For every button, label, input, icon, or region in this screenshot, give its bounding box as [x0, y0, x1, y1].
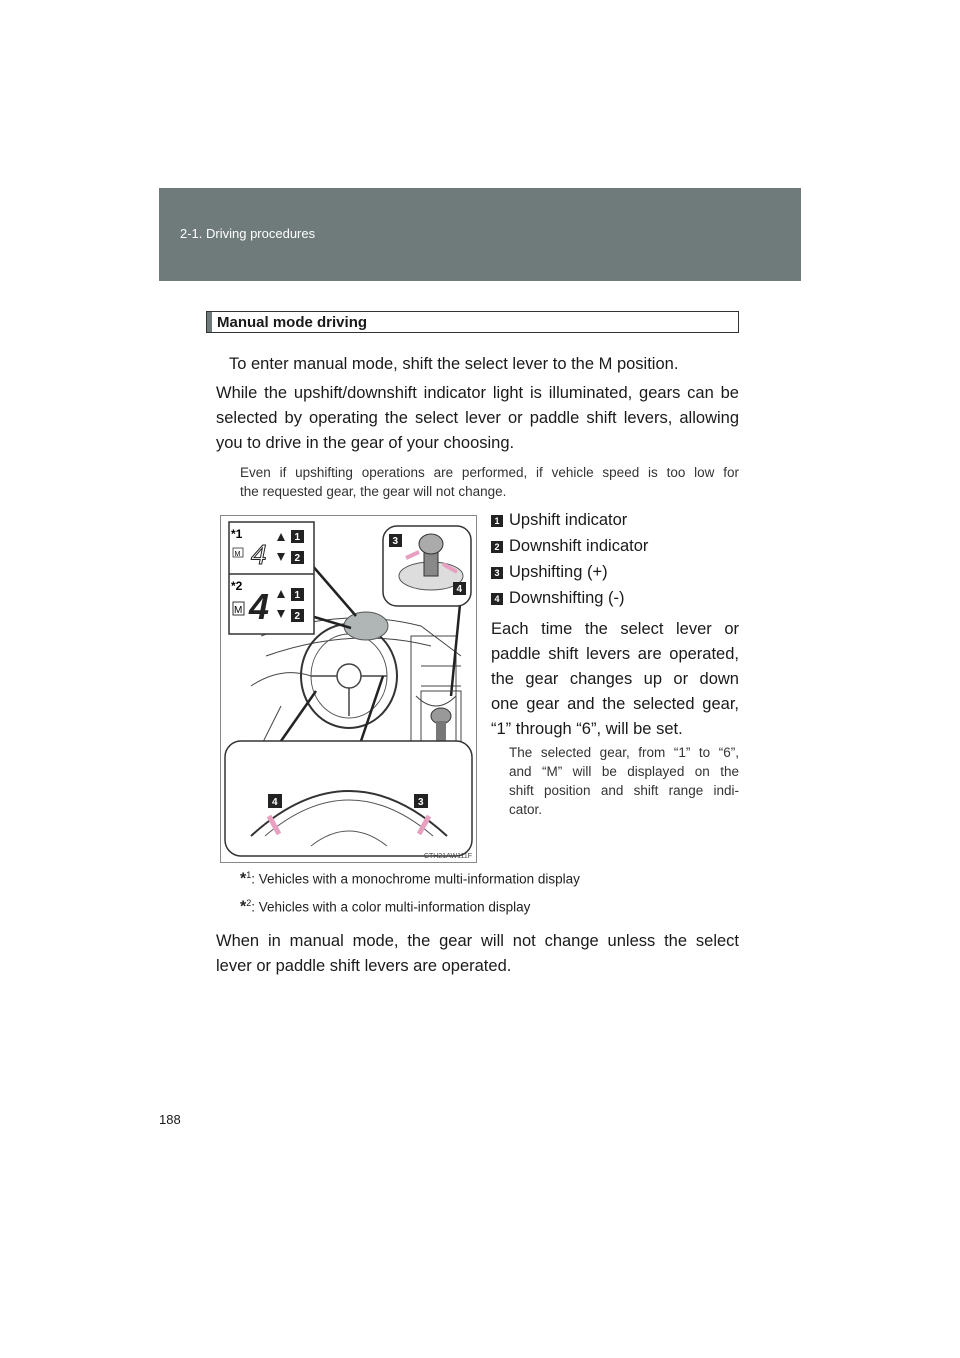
- footnote-text: : Vehicles with a color multi-information display: [251, 899, 531, 915]
- footnote-sup: 1: [246, 870, 252, 880]
- paragraph-line: While the upshift/downshift indicator light is illuminated, gears can be: [216, 384, 739, 402]
- legend-number: 2: [491, 541, 503, 553]
- paragraph-enter-manual: To enter manual mode, shift the select lever to the M position.: [229, 355, 679, 373]
- legend-item: [491, 511, 627, 530]
- legend-item: [491, 563, 608, 582]
- gear-digit-color: 4: [249, 586, 270, 627]
- side-text-line: one gear and the selected gear,: [491, 695, 739, 713]
- legend-number: 1: [491, 515, 503, 527]
- gear-digit-mono: 4: [251, 539, 267, 570]
- svg-text:4: 4: [272, 797, 278, 808]
- section-breadcrumb: 2-1. Driving procedures: [180, 226, 316, 241]
- illustration-svg: [221, 516, 476, 862]
- header-band: [159, 188, 801, 281]
- footnote-2: [240, 898, 530, 917]
- legend-number: 3: [491, 567, 503, 579]
- svg-text:3: 3: [392, 536, 399, 547]
- side-text-line: Each time the select lever or: [491, 620, 739, 638]
- svg-text:2: 2: [294, 611, 301, 622]
- closing-line: When in manual mode, the gear will not change unless the select: [216, 932, 739, 950]
- section-heading-box: [206, 311, 739, 333]
- paragraph-line: you to drive in the gear of your choosing.: [216, 434, 515, 452]
- side-text-line: paddle shift levers are operated,: [491, 645, 739, 663]
- legend-number: 4: [491, 593, 503, 605]
- shift-illustration: [220, 515, 477, 863]
- mode-letter-color: M: [234, 605, 243, 616]
- mark-2: *2: [231, 579, 243, 593]
- side-note-line: shift position and shift range indi-: [509, 783, 739, 798]
- footnote-star: *: [240, 870, 247, 888]
- closing-line: lever or paddle shift levers are operated.: [216, 957, 512, 975]
- footnote-sup: 2: [246, 898, 252, 908]
- footnote-1: [240, 870, 580, 889]
- side-text-line: “1” through “6”, will be set.: [491, 720, 683, 738]
- page-number: 188: [159, 1112, 181, 1127]
- side-note-line: The selected gear, from “1” to “6”,: [509, 745, 739, 760]
- section-heading-bar: [207, 312, 212, 332]
- mark-1: *1: [231, 527, 243, 541]
- footnote-text: : Vehicles with a monochrome multi-information display: [251, 871, 580, 887]
- paragraph-line: selected by operating the select lever or paddle shift levers, allowing: [216, 409, 739, 427]
- footnote-star: *: [240, 898, 247, 916]
- svg-text:1: 1: [294, 532, 301, 543]
- side-note-line: cator.: [509, 802, 543, 817]
- legend-item: [491, 589, 625, 608]
- legend-label: Upshift indicator: [509, 511, 628, 529]
- svg-text:3: 3: [418, 797, 424, 808]
- note-line: Even if upshifting operations are performed, if vehicle speed is too low for: [240, 465, 739, 480]
- legend-label: Downshift indicator: [509, 537, 649, 555]
- legend-item: [491, 537, 648, 556]
- section-title: Manual mode driving: [217, 314, 368, 331]
- side-text-line: the gear changes up or down: [491, 670, 739, 688]
- legend-label: Upshifting (+): [509, 563, 608, 581]
- svg-text:1: 1: [294, 590, 301, 601]
- figure-code: CTH21AW111F: [423, 853, 472, 860]
- note-line: the requested gear, the gear will not change.: [240, 484, 507, 499]
- svg-text:2: 2: [294, 553, 301, 564]
- legend-label: Downshifting (-): [509, 589, 625, 607]
- svg-text:4: 4: [456, 584, 463, 595]
- mode-letter-mono: M: [234, 551, 241, 558]
- side-note-line: and “M” will be displayed on the: [509, 764, 739, 779]
